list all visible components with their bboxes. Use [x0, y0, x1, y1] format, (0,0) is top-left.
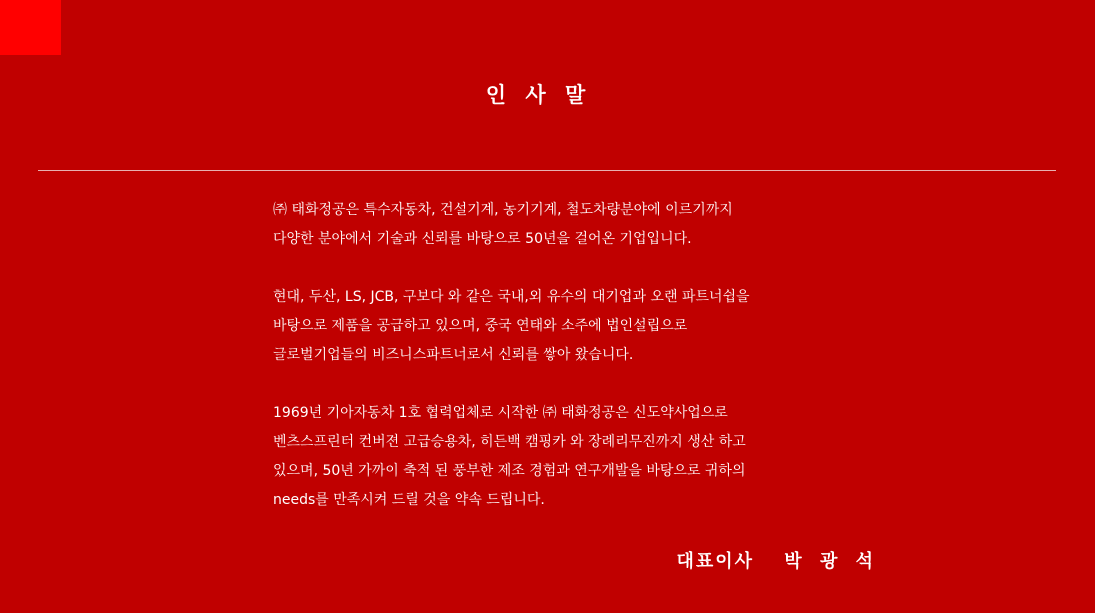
- corner-accent-block: [0, 0, 61, 55]
- greeting-line: 다양한 분야에서 기술과 신뢰를 바탕으로 50년을 걸어온 기업입니다.: [273, 231, 692, 247]
- title-divider: [38, 170, 1056, 171]
- greeting-line: 현대, 두산, LS, JCB, 구보다 와 같은 국내,외 유수의 대기업과 오랜 파트너쉽을: [273, 289, 750, 305]
- page-title: 인 사 말: [485, 83, 592, 107]
- greeting-line: needs를 만족시켜 드릴 것을 약속 드립니다.: [273, 492, 545, 508]
- signature: [676, 548, 879, 576]
- greeting-line: 1969년 기아자동차 1호 협력업체로 시작한 ㈜ 태화정공은 신도약사업으로: [273, 405, 728, 421]
- greeting-paragraph-1: [273, 196, 873, 254]
- greeting-line: 바탕으로 제품을 공급하고 있으며, 중국 연태와 소주에 법인설립으로: [273, 318, 688, 334]
- greeting-line: 글로벌기업들의 비즈니스파트너로서 신뢰를 쌓아 왔습니다.: [273, 347, 634, 363]
- signature-name: 박 광 석: [784, 551, 879, 572]
- greeting-line: 벤츠스프린터 컨버젼 고급승용차, 히든백 캠핑카 와 장례리무진까지 생산 하고: [273, 434, 746, 450]
- greeting-line: 있으며, 50년 가까이 축적 된 풍부한 제조 경험과 연구개발을 바탕으로 귀하의: [273, 463, 746, 479]
- signature-role: 대표이사: [676, 551, 755, 572]
- greeting-paragraph-2: [273, 283, 873, 370]
- greeting-paragraph-3: [273, 399, 873, 515]
- greeting-line: ㈜ 태화정공은 특수자동차, 건설기계, 농기기계, 철도차량분야에 이르기까지: [273, 202, 733, 218]
- greeting-body: [273, 196, 873, 515]
